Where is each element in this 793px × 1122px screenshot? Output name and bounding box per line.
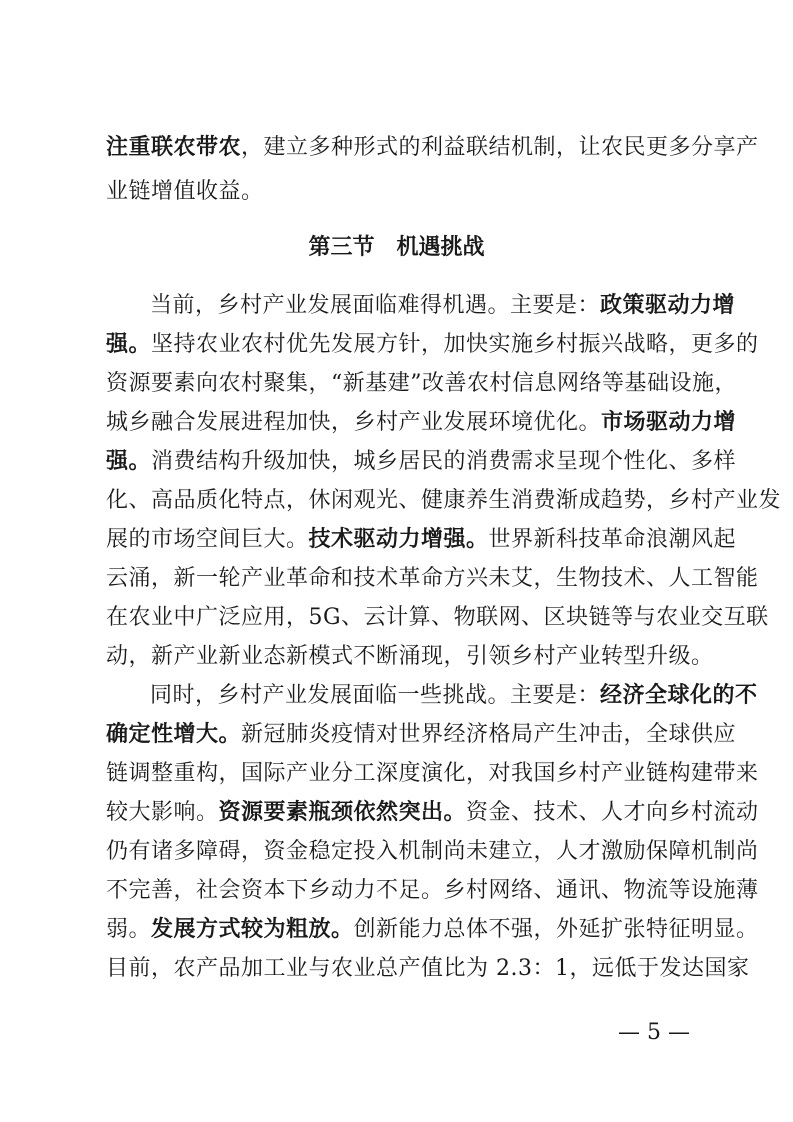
- text-run: 动，新产业新业态新模式不断涌现，引领乡村产业转型升级。: [106, 644, 714, 669]
- paragraph-line: [106, 128, 759, 168]
- paragraph-line: [106, 754, 759, 794]
- paragraph-line: [106, 364, 737, 404]
- text-run: 仍有诸多障碍，资金稳定投入机制尚未建立，人才激励保障机制尚: [106, 839, 759, 864]
- paragraph-line: [106, 871, 759, 911]
- text-run: 创新能力总体不强，外延扩张特征明显。: [353, 917, 759, 942]
- paragraph-line: [106, 325, 759, 365]
- text-run: 资金、技术、人才向乡村流动: [466, 800, 759, 825]
- paragraph-line: [106, 793, 759, 833]
- page-number: — 5 —: [618, 1020, 690, 1045]
- text-run: 资源要素向农村聚集，“新基建”改善农村信息网络等基础设施，: [106, 371, 737, 396]
- text-run: 化、高品质化特点，休闲观光、健康养生消费渐成趋势，乡村产业发: [106, 488, 782, 513]
- text-run: 当前，乡村产业发展面临难得机遇。主要是：: [150, 293, 601, 318]
- paragraph-line: [106, 949, 750, 989]
- text-run: 目前，农产品加工业与农业总产值比为 2.3：1，远低于发达国家: [106, 956, 750, 981]
- paragraph-line: [106, 403, 737, 443]
- text-run: 消费结构升级加快，城乡居民的消费需求呈现个性化、多样: [151, 449, 737, 474]
- bold-phrase: 确定性增大。: [106, 722, 242, 747]
- paragraph-line: [106, 715, 737, 755]
- paragraph-line: [106, 442, 737, 482]
- bold-phrase: 发展方式较为粗放。: [151, 917, 354, 942]
- bold-phrase: 注重联农带农: [106, 135, 242, 160]
- bold-phrase: 资源要素瓶颈依然突出。: [218, 800, 467, 825]
- paragraph-line: [106, 598, 769, 638]
- text-run: 业链增值收益。: [106, 179, 264, 204]
- text-run: ，建立多种形式的利益联结机制，让农民更多分享产: [241, 135, 759, 160]
- text-run: 在农业中广泛应用，5G、云计算、物联网、区块链等与农业交互联: [106, 605, 769, 630]
- text-run: 城乡融合发展进程加快，乡村产业发展环境优化。: [106, 410, 602, 435]
- bold-phrase: 市场驱动力增: [601, 410, 737, 435]
- bold-phrase: 强。: [106, 449, 152, 474]
- text-run: 云涌，新一轮产业革命和技术革命方兴未艾，生物技术、人工智能: [106, 566, 759, 591]
- text-run: 链调整重构，国际产业分工深度演化，对我国乡村产业链构建带来: [106, 761, 759, 786]
- text-run: 世界新科技革命浪潮风起: [488, 527, 737, 552]
- text-run: 同时，乡村产业发展面临一些挑战。主要是：: [150, 683, 601, 708]
- bold-phrase: 技术驱动力增强。: [308, 527, 489, 552]
- paragraph-line: [106, 910, 759, 950]
- text-run: 坚持农业农村优先发展方针，加快实施乡村振兴战略，更多的: [151, 332, 759, 357]
- section-heading: 第三节 机遇挑战: [308, 235, 485, 260]
- paragraph-line: [106, 520, 737, 560]
- text-run: 展的市场空间巨大。: [106, 527, 309, 552]
- paragraph-line: [106, 637, 714, 677]
- text-run: 较大影响。: [106, 800, 219, 825]
- text-run: 不完善，社会资本下乡动力不足。乡村网络、通讯、物流等设施薄: [106, 878, 759, 903]
- paragraph-line: [150, 676, 758, 716]
- bold-phrase: 经济全球化的不: [600, 683, 758, 708]
- text-run: 新冠肺炎疫情对世界经济格局产生冲击，全球供应: [241, 722, 737, 747]
- bold-phrase: 政策驱动力增: [600, 293, 736, 318]
- bold-phrase: 强。: [106, 332, 152, 357]
- paragraph-line: [106, 559, 759, 599]
- paragraph-line: [106, 172, 691, 212]
- text-run: 弱。: [106, 917, 152, 942]
- paragraph-line: [106, 832, 759, 872]
- paragraph-line: [150, 286, 736, 326]
- paragraph-line: [106, 481, 782, 521]
